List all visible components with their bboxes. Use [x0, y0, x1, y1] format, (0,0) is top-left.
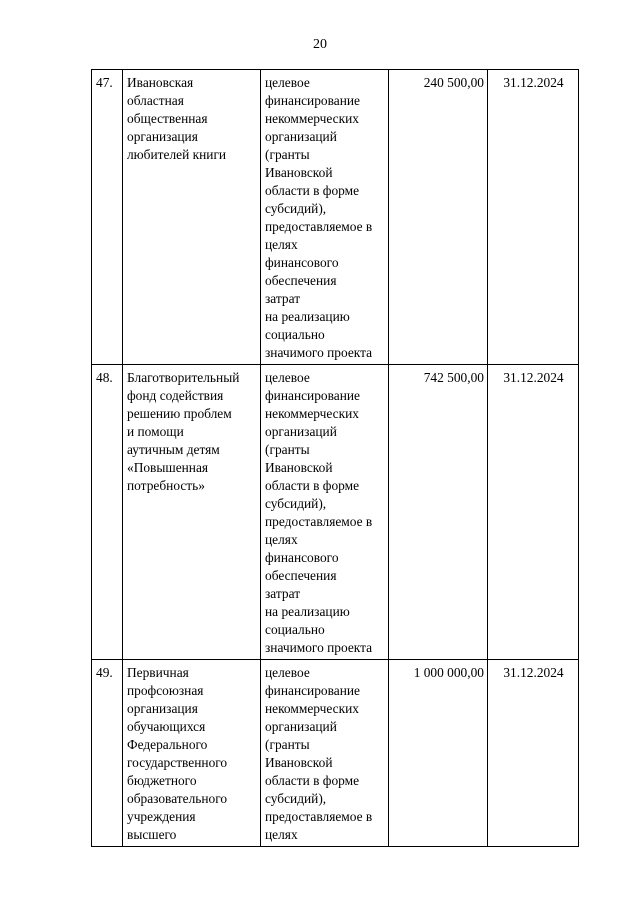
cell-text-line: обеспечения: [265, 273, 337, 288]
cell-text-line: Федерального: [127, 737, 208, 752]
cell-text-line: «Повышенная: [127, 460, 209, 475]
cell-text-line: значимого проекта: [265, 345, 373, 360]
cell-text-line: значимого проекта: [265, 640, 373, 655]
grant-purpose: [261, 70, 389, 365]
cell-text-line: финансирование: [265, 388, 360, 403]
grant-purpose: [261, 365, 389, 660]
cell-text-line: организация: [127, 129, 198, 144]
cell-text-line: (гранты: [265, 442, 310, 457]
cell-text-line: некоммерческих: [265, 111, 359, 126]
row-number: 49.: [92, 660, 123, 847]
cell-text-line: финансового: [265, 255, 339, 270]
deadline-date: 31.12.2024: [488, 70, 579, 365]
cell-text-line: потребность»: [127, 478, 205, 493]
grants-table: [91, 69, 579, 847]
cell-text-line: общественная: [127, 111, 208, 126]
cell-text-line: целях: [265, 827, 298, 842]
page-number: 20: [313, 37, 327, 52]
cell-text-line: организаций: [265, 424, 337, 439]
cell-text-line: целях: [265, 532, 298, 547]
cell-text-line: социально: [265, 622, 325, 637]
cell-text-line: финансирование: [265, 683, 360, 698]
cell-text-line: обеспечения: [265, 568, 337, 583]
cell-text-line: (гранты: [265, 147, 310, 162]
cell-text-line: высшего: [127, 827, 177, 842]
cell-text-line: Ивановская: [127, 75, 194, 90]
cell-text-line: фонд содействия: [127, 388, 224, 403]
cell-text-line: организаций: [265, 129, 337, 144]
cell-text-line: Ивановской: [265, 755, 333, 770]
deadline-date: 31.12.2024: [488, 660, 579, 847]
deadline-date: 31.12.2024: [488, 365, 579, 660]
cell-text-line: обучающихся: [127, 719, 206, 734]
cell-text-line: некоммерческих: [265, 701, 359, 716]
cell-text-line: целевое: [265, 75, 310, 90]
cell-text-line: предоставляемое в: [265, 809, 373, 824]
cell-text-line: области в форме: [265, 478, 360, 493]
cell-text-line: бюджетного: [127, 773, 197, 788]
grant-amount: 742 500,00: [389, 365, 488, 660]
cell-text-line: (гранты: [265, 737, 310, 752]
cell-text-line: любителей книги: [127, 147, 227, 162]
cell-text-line: некоммерческих: [265, 406, 359, 421]
table-row: [92, 660, 579, 847]
cell-text-line: целевое: [265, 665, 310, 680]
cell-text-line: социально: [265, 327, 325, 342]
cell-text-line: предоставляемое в: [265, 219, 373, 234]
cell-text-line: затрат: [265, 291, 301, 306]
grant-amount: 1 000 000,00: [389, 660, 488, 847]
cell-text-line: решению проблем: [127, 406, 232, 421]
row-number: 48.: [92, 365, 123, 660]
cell-text-line: финансового: [265, 550, 339, 565]
cell-text-line: государственного: [127, 755, 228, 770]
cell-text-line: субсидий),: [265, 496, 327, 511]
cell-text-line: субсидий),: [265, 201, 327, 216]
organization-name: [123, 660, 261, 847]
organization-name: [123, 70, 261, 365]
cell-text-line: организаций: [265, 719, 337, 734]
cell-text-line: организация: [127, 701, 198, 716]
table-row: [92, 70, 579, 365]
cell-text-line: финансирование: [265, 93, 360, 108]
cell-text-line: профсоюзная: [127, 683, 204, 698]
cell-text-line: учреждения: [127, 809, 196, 824]
cell-text-line: и помощи: [127, 424, 184, 439]
grant-purpose: [261, 660, 389, 847]
cell-text-line: субсидий),: [265, 791, 327, 806]
cell-text-line: затрат: [265, 586, 301, 601]
cell-text-line: Первичная: [127, 665, 189, 680]
cell-text-line: на реализацию: [265, 604, 350, 619]
organization-name: [123, 365, 261, 660]
cell-text-line: области в форме: [265, 183, 360, 198]
row-number: 47.: [92, 70, 123, 365]
cell-text-line: областная: [127, 93, 184, 108]
table-row: [92, 365, 579, 660]
cell-text-line: образовательного: [127, 791, 228, 806]
cell-text-line: аутичным детям: [127, 442, 220, 457]
cell-text-line: целях: [265, 237, 298, 252]
cell-text-line: Ивановской: [265, 460, 333, 475]
cell-text-line: Благотворительный: [127, 370, 240, 385]
grant-amount: 240 500,00: [389, 70, 488, 365]
cell-text-line: на реализацию: [265, 309, 350, 324]
cell-text-line: целевое: [265, 370, 310, 385]
cell-text-line: предоставляемое в: [265, 514, 373, 529]
cell-text-line: области в форме: [265, 773, 360, 788]
cell-text-line: Ивановской: [265, 165, 333, 180]
